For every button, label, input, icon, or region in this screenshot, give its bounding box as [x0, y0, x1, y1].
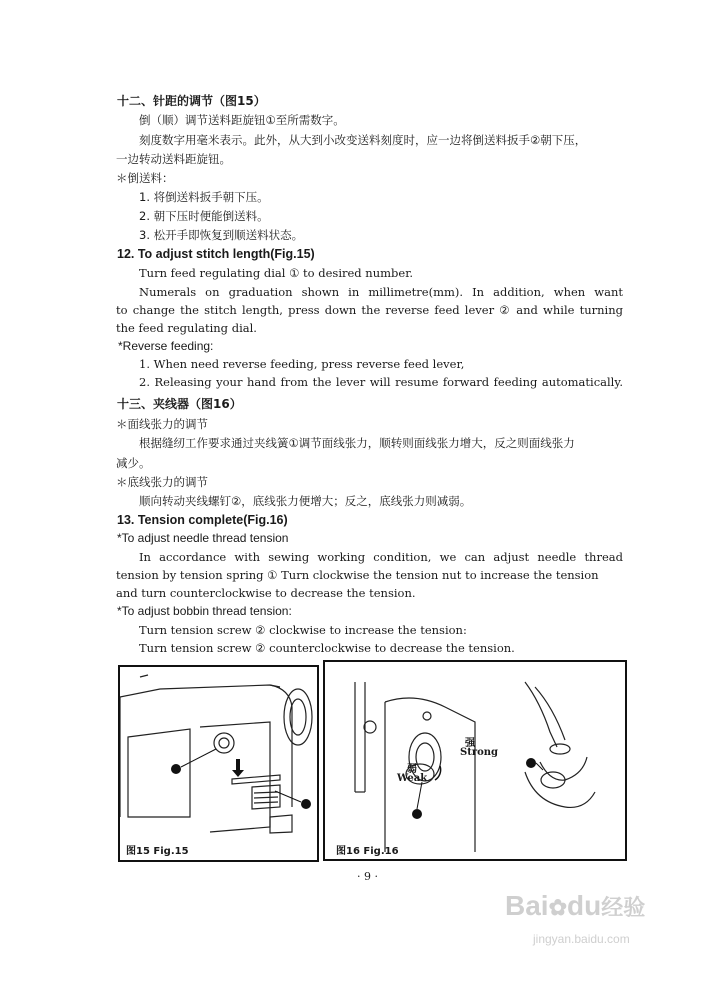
weak-label-en: Weak: [397, 773, 428, 784]
section-12-cn-p1: 倒（顺）调节送料距旋钮①至所需数字。: [139, 113, 345, 127]
strong-label-cn: 强: [465, 738, 475, 749]
watermark-logo: [505, 890, 645, 922]
section-13-en-sub1: *To adjust needle thread tension: [117, 531, 289, 545]
arrow-down-icon: [232, 759, 244, 777]
marker-1-fig16: [412, 809, 422, 819]
section-12-cn-title: 十二、针距的调节（图15）: [117, 94, 266, 108]
section-12-en-p2a: Numerals on graduation shown in millimetre(mm). In addition, when want: [139, 285, 623, 299]
figure-16-illustration: [325, 662, 625, 859]
watermark-url: jingyan.baidu.com: [533, 932, 630, 946]
weak-label-cn: 弱: [407, 764, 417, 775]
watermark-brand: Bai: [505, 890, 549, 921]
strong-label-en: Strong: [460, 747, 499, 758]
section-13-cn-p2: 顺向转动夹线螺钉②，底线张力便增大；反之，底线张力则减弱。: [139, 494, 472, 508]
section-12-cn-p2b: 一边转动送料距旋钮。: [116, 152, 231, 166]
section-13-en-sub2: *To adjust bobbin thread tension:: [117, 604, 292, 618]
section-13-cn-sub1: ＊面线张力的调节: [116, 417, 208, 431]
marker-2-fig16: [526, 758, 536, 768]
section-12-en-item-2: 2. Releasing your hand from the lever will resume forward feeding automatically.: [139, 375, 623, 389]
section-12-en-p1: Turn feed regulating dial ① to desired number.: [139, 266, 414, 280]
section-12-cn-p2: 刻度数字用毫米表示。此外，从大到小改变送料刻度时，应一边将倒送料扳手②朝下压，: [139, 133, 587, 147]
watermark-cn: 经验: [601, 896, 646, 921]
section-13-cn-p1b: 减少。: [116, 456, 151, 470]
section-13-cn-p1a: 根据缝纫工作要求通过夹线簧①调节面线张力，顺转则面线张力增大，反之则面线张力: [139, 436, 575, 450]
section-12-cn-item-3: 3. 松开手即恢复到顺送料状态。: [139, 228, 304, 242]
section-12-en-p2c: the feed regulating dial.: [116, 321, 257, 335]
figure-15-illustration: [120, 667, 317, 860]
page-number: · 9 ·: [357, 870, 378, 883]
section-12-cn-item-2: 2. 朝下压时便能倒送料。: [139, 209, 269, 223]
section-13-en-title: 13. Tension complete(Fig.16): [117, 513, 288, 527]
marker-2-fig15: [301, 799, 311, 809]
figure-16-caption: 图16 Fig.16: [336, 846, 399, 857]
section-13-en-p1b: tension by tension spring ① Turn clockwise the tension nut to increase the tension: [116, 568, 599, 582]
figure-15-caption: 图15 Fig.15: [126, 846, 189, 857]
section-13-en-p1a: In accordance with sewing working condition, we can adjust needle thread: [139, 550, 623, 564]
section-12-en-title: 12. To adjust stitch length(Fig.15): [117, 247, 315, 261]
section-13-en-l1: Turn tension screw ② clockwise to increase the tension:: [139, 623, 467, 637]
section-13-en-l2: Turn tension screw ② counterclockwise to decrease the tension.: [139, 641, 515, 655]
section-12-en-p2b: to change the stitch length, press down the reverse feed lever ② and while turning: [116, 303, 623, 317]
figure-15: [118, 665, 319, 862]
section-12-cn-item-1: 1. 将倒送料扳手朝下压。: [139, 190, 269, 204]
watermark-brand2: du: [567, 890, 602, 921]
section-12-en-item-1: 1. When need reverse feeding, press reverse feed lever,: [139, 357, 465, 371]
figure-16: [323, 660, 627, 861]
section-13-en-p1c: and turn counterclockwise to decrease the tension.: [116, 586, 416, 600]
section-12-cn-sub: ＊倒送料：: [116, 171, 174, 185]
paw-icon: ✿: [548, 895, 568, 920]
section-13-cn-title: 十三、夹线器（图16）: [117, 397, 242, 411]
section-12-en-sub: *Reverse feeding:: [118, 339, 214, 353]
marker-1-fig15: [171, 764, 181, 774]
section-13-cn-sub2: ＊底线张力的调节: [116, 475, 208, 489]
